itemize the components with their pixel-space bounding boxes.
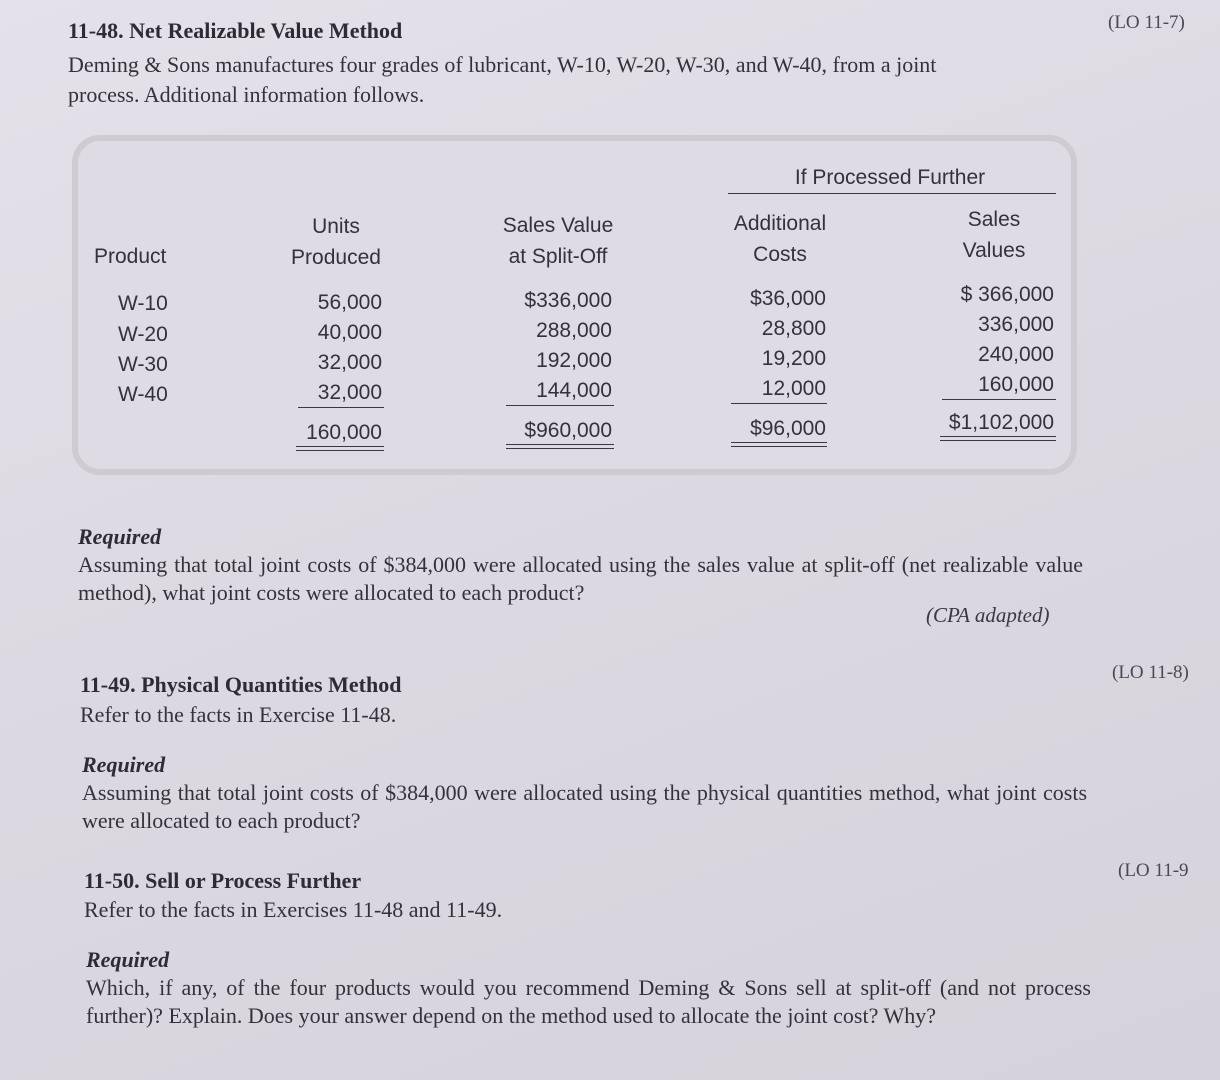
total-double-rule: [506, 444, 614, 449]
sales-value-total: $960,000: [524, 419, 612, 442]
column-header-sales-value: Sales Value at Split-Off: [502, 214, 614, 268]
required-label: Required: [86, 947, 170, 972]
product-cell: W-30: [118, 353, 168, 376]
product-cell: W-10: [118, 292, 168, 315]
subtotal-rule: [506, 405, 614, 406]
required-label: Required: [78, 524, 162, 549]
total-double-rule: [296, 446, 384, 451]
learning-objective-tag: (LO 11-8): [1112, 662, 1189, 683]
sales-value-cell: 144,000: [536, 379, 612, 402]
group-header-rule: [728, 193, 1056, 194]
additional-costs-cell: 19,200: [761, 347, 826, 370]
total-double-rule: [940, 436, 1056, 441]
total-double-rule: [731, 442, 827, 447]
column-header-units: Units Produced: [291, 215, 381, 269]
product-cell: W-20: [118, 323, 168, 346]
product-cell: W-40: [118, 383, 168, 406]
exercise-title: 11-50. Sell or Process Further: [84, 868, 362, 893]
exercise-intro: Refer to the facts in Exercise 11-48.: [80, 702, 397, 727]
exercise-title: 11-49. Physical Quantities Method: [80, 672, 402, 697]
units-cell: 40,000: [317, 321, 382, 344]
sales-values-cell: 336,000: [978, 313, 1054, 336]
units-cell: 56,000: [317, 291, 382, 314]
sales-value-cell: $336,000: [524, 289, 612, 312]
sales-value-cell: 288,000: [536, 319, 612, 342]
source-note: (CPA adapted): [926, 603, 1050, 627]
group-header: If Processed Further: [794, 166, 986, 189]
units-total: 160,000: [306, 421, 382, 444]
additional-costs-cell: 28,800: [761, 317, 826, 340]
required-text: Which, if any, of the four products would you recommend Deming & Sons sell at split-off (and not process further)? Explain. Does your answer depend on the method used to allocate the joint cost? Why?: [86, 975, 1091, 1028]
units-cell: 32,000: [317, 351, 382, 374]
additional-costs-cell: $36,000: [750, 287, 826, 310]
subtotal-rule: [298, 407, 384, 408]
sales-values-cell: 240,000: [978, 343, 1054, 366]
required-label: Required: [82, 752, 166, 777]
additional-costs-cell: 12,000: [761, 377, 826, 400]
subtotal-rule: [942, 399, 1056, 400]
learning-objective-tag: (LO 11-9: [1118, 860, 1189, 881]
additional-costs-total: $96,000: [750, 417, 826, 440]
column-header-product: Product: [94, 245, 167, 268]
learning-objective-tag: (LO 11-7): [1108, 12, 1185, 33]
sales-values-total: $1,102,000: [948, 411, 1054, 434]
column-header-additional-costs: Additional Costs: [733, 212, 827, 266]
subtotal-rule: [731, 403, 827, 404]
units-cell: 32,000: [317, 381, 382, 404]
sales-value-cell: 192,000: [536, 349, 612, 372]
exercise-intro-line: process. Additional information follows.: [68, 82, 425, 107]
exercise-intro: Refer to the facts in Exercises 11-48 and 11-49.: [84, 897, 503, 922]
exercise-title: 11-48. Net Realizable Value Method: [68, 18, 403, 43]
column-header-sales-values: Sales Values: [962, 208, 1026, 262]
sales-values-cell: 160,000: [978, 373, 1054, 396]
sales-values-cell: $ 366,000: [960, 283, 1054, 306]
required-text: Assuming that total joint costs of $384,000 were allocated using the sales value at split-off (net realizable value method), what joint costs were allocated to each product?: [78, 552, 1083, 605]
exercise-intro-line: Deming & Sons manufactures four grades of lubricant, W-10, W-20, W-30, and W-40, from a joint: [68, 52, 937, 77]
required-text: Assuming that total joint costs of $384,000 were allocated using the physical quantities method, what joint costs were allocated to each product?: [82, 780, 1087, 833]
